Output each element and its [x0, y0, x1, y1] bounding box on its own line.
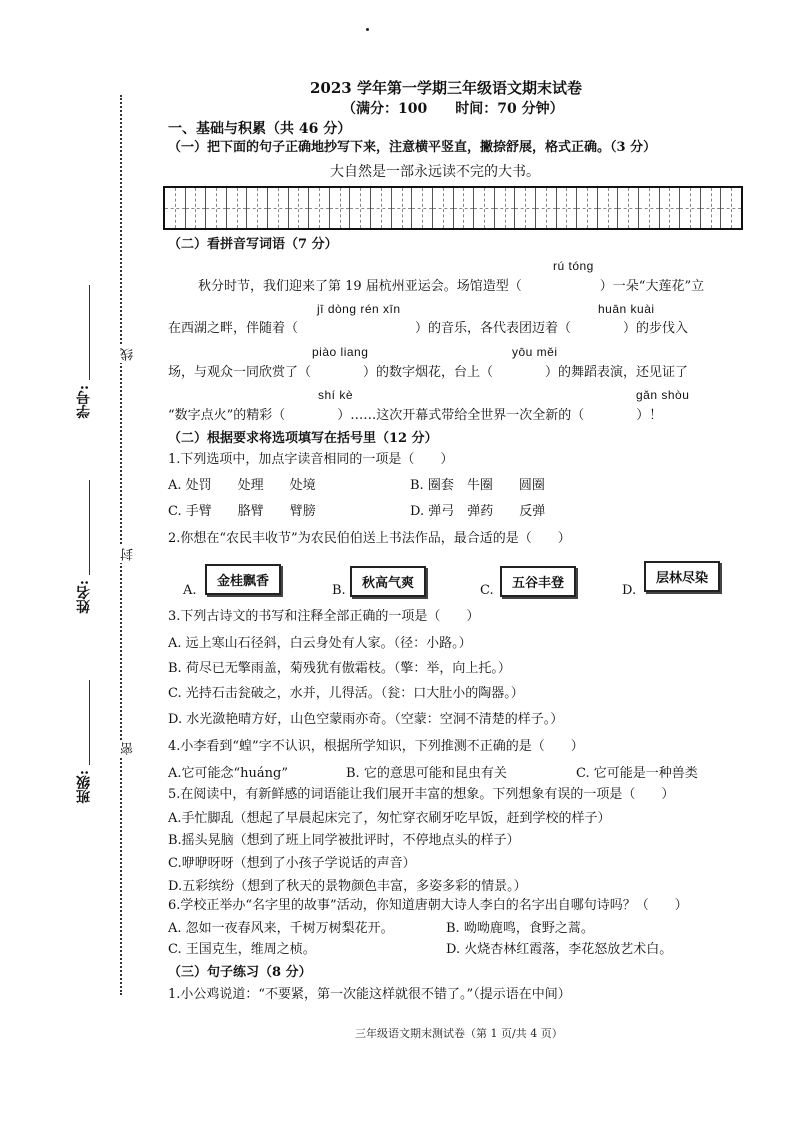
pinyin-shike: shí kè — [318, 388, 354, 402]
student-id-line — [89, 285, 90, 380]
binding-mark-mi: 密 — [121, 742, 136, 755]
q3-option-d[interactable]: D. 水光潋艳晴方好，山色空蒙雨亦奇。（空蒙：空洞不清楚的样子。） — [168, 712, 564, 727]
q3-option-c[interactable]: C. 光持石击瓮破之，水并，儿得活。（瓮：口大肚小的陶器。） — [168, 686, 524, 701]
part3-question-1: 1.小公鸡说道：“不要紧，第一次能这样就很不错了。”（提示语在中间） — [168, 987, 571, 1002]
page-subtitle: （满分：100 时间：70 分钟） — [342, 101, 564, 117]
q1-heading: （一）把下面的句子正确地抄写下来，注意横平竖直，撇捺舒展，格式正确。（3 分） — [168, 140, 657, 155]
q3-option-a[interactable]: A. 远上寒山石径斜，白云身处有人家。（径：小路。） — [168, 636, 472, 651]
pinyin-line-1: 秋分时节，我们迎来了第 19 届杭州亚运会。场馆造型（ ）一朵“大莲花”立 — [198, 279, 705, 294]
question-2: 2.你想在“农民丰收节”为农民伯伯送上书法作品，最合适的是（ ） — [168, 531, 571, 546]
copy-sentence: 大自然是一部永远读不完的大书。 — [330, 164, 540, 180]
q1-option-b[interactable]: B. 圈套 牛圈 圆圈 — [410, 478, 545, 493]
writing-grid[interactable] — [163, 186, 743, 230]
binding-dotted-line — [120, 95, 122, 995]
q6-option-d[interactable]: D. 火烧杏林红霞落，李花怒放艺术白。 — [446, 942, 673, 957]
q2-option-a-label: A. — [183, 583, 197, 598]
q6-option-a[interactable]: A. 忽如一夜春风来，千树万树梨花开。 — [168, 921, 394, 936]
pinyin-piaoliang: piào liang — [312, 345, 369, 359]
pinyin-jidongrenxin: jī dòng rén xīn — [317, 302, 401, 316]
q5-option-d[interactable]: D.五彩缤纷（想到了秋天的景物颜色丰富，多姿多彩的情景。） — [168, 879, 527, 894]
q3-heading: （二）根据要求将选项填写在括号里（12 分） — [168, 431, 438, 446]
page-footer: 三年级语文期末测试卷（第 1 页/共 4 页） — [355, 1027, 563, 1040]
q6-option-c[interactable]: C. 王国克生，维周之桢。 — [168, 942, 316, 957]
q2-heading: （二）看拼音写词语（7 分） — [168, 237, 338, 252]
q4-option-a[interactable]: A.它可能念“huáng” — [168, 766, 289, 781]
pinyin-huankuai: huān kuài — [598, 302, 655, 316]
q3-option-b[interactable]: B. 荷尽已无擎雨盖，菊残犹有傲霜枝。（擎：举，向上托。） — [168, 661, 511, 676]
question-3: 3.下列古诗文的书写和注释全部正确的一项是（ ） — [168, 609, 480, 624]
pinyin-line-3: 场，与观众一同欣赏了（ ）的数字烟花，台上（ ）的舞蹈表演，还见证了 — [168, 365, 689, 380]
q5-option-b[interactable]: B.摇头晃脑（想到了班上同学被批评时，不停地点头的样子） — [168, 833, 520, 848]
pinyin-line-2: 在西湖之畔，伴随着（ ）的音乐，各代表团迈着（ ）的步伐入 — [168, 321, 689, 336]
part3-heading: （三）句子练习（8 分） — [168, 965, 312, 980]
class-line — [89, 680, 90, 765]
pinyin-line-4: “数字点火”的精彩（ ）……这次开幕式带给全世界一次全新的（ ）！ — [168, 408, 663, 423]
q2-option-a-card[interactable]: 金桂飘香 — [205, 564, 281, 595]
pinyin-rutong: rú tóng — [553, 259, 594, 273]
question-1: 1.下列选项中，加点字读音相同的一项是（ ） — [168, 452, 454, 467]
student-id-label: 学号: — [76, 385, 92, 419]
question-4: 4.小李看到“蝗”字不认识，根据所学知识，下列推测不正确的是（ ） — [168, 739, 584, 754]
question-6: 6.学校正举办“名字里的故事”活动，你知道唐朝大诗人李白的名字出自哪句诗吗？（ ） — [168, 898, 688, 913]
scan-dot — [366, 28, 369, 31]
q2-option-c-label: C. — [480, 583, 494, 598]
pinyin-ganshou: gǎn shòu — [636, 388, 690, 402]
section-heading: 一、基础与积累（共 46 分） — [168, 121, 352, 137]
question-5: 5.在阅读中，有新鲜感的词语能让我们展开丰富的想象。下列想象有误的一项是（ ） — [168, 787, 675, 802]
name-line — [89, 480, 90, 575]
q5-option-c[interactable]: C.咿咿呀呀（想到了小孩子学说话的声音） — [168, 856, 416, 871]
binding-mark-feng: 封 — [121, 548, 136, 561]
page-title: 2023 学年第一学期三年级语文期末试卷 — [310, 79, 582, 97]
q2-option-c-card[interactable]: 五谷丰登 — [500, 566, 576, 597]
q4-option-c[interactable]: C. 它可能是一种兽类 — [576, 766, 698, 781]
q2-option-b-card[interactable]: 秋高气爽 — [350, 566, 426, 597]
q6-option-b[interactable]: B. 呦呦鹿鸣，食野之蒿。 — [446, 921, 594, 936]
name-label: 姓名: — [76, 580, 92, 614]
q2-option-d-label: D. — [622, 583, 637, 598]
q2-option-b-label: B. — [332, 583, 346, 598]
q4-option-b[interactable]: B. 它的意思可能和昆虫有关 — [346, 766, 507, 781]
q5-option-a[interactable]: A.手忙脚乱（想起了早晨起床完了，匆忙穿衣刷牙吃早饭，赶到学校的样子） — [168, 811, 611, 826]
class-label: 班级: — [76, 770, 92, 804]
pinyin-youmei: yōu měi — [512, 345, 558, 359]
q1-option-d[interactable]: D. 弹弓 弹药 反弹 — [410, 504, 546, 519]
q1-option-c[interactable]: C. 手臂 胳臂 臂膀 — [168, 504, 316, 519]
q1-option-a[interactable]: A. 处罚 处理 处境 — [168, 478, 316, 493]
binding-mark-xian: 线 — [121, 348, 136, 361]
q2-option-d-card[interactable]: 层林尽染 — [644, 561, 720, 592]
